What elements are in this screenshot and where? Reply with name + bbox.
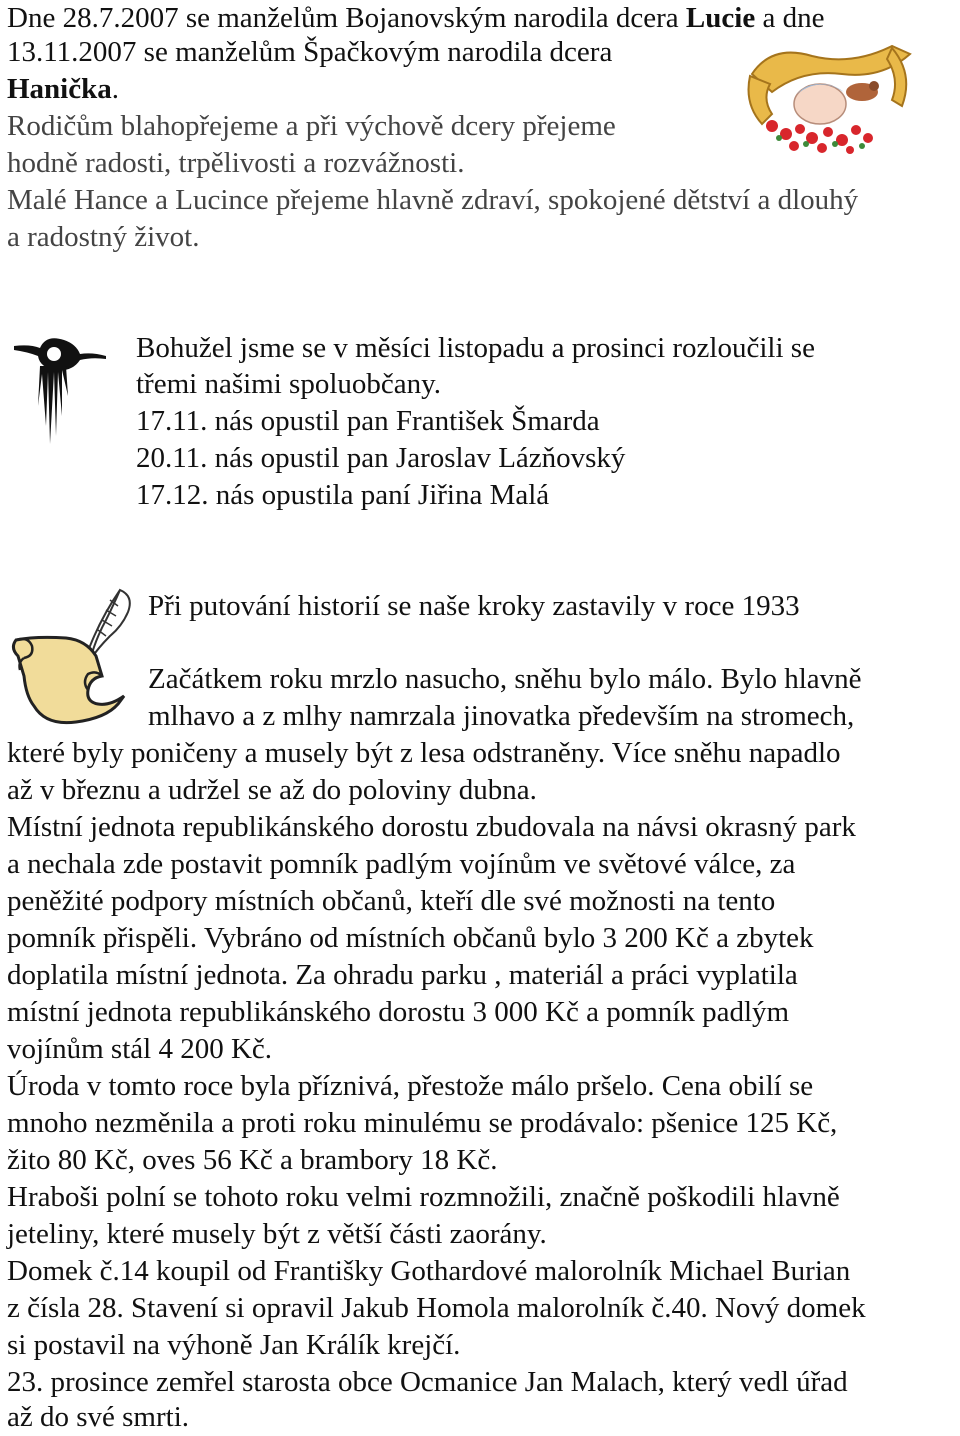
mourning-line-3: 17.11. nás opustil pan František Šmarda — [136, 405, 600, 437]
birth-line-3: Hanička. — [7, 73, 119, 105]
birth-line-5: hodně radosti, trpělivosti a rozvážnosti. — [7, 147, 465, 179]
history-line: doplatila místní jednota. Za ohradu parku , materiál a práci vyplatila — [7, 959, 798, 991]
history-line: Místní jednota republikánského dorostu zbudovala na návsi okrasný park — [7, 811, 856, 843]
history-line: pomník přispěli. Vybráno od místních občanů bylo 3 200 Kč a zbytek — [7, 922, 814, 954]
history-line: peněžité podpory místních občanů, kteří dle své možnosti na tento — [7, 885, 776, 917]
history-heading: Při putování historií se naše kroky zastavily v roce 1933 — [148, 590, 800, 622]
birth-line-2: 13.11.2007 se manželům Špačkovým narodila dcera — [7, 36, 613, 68]
mourning-line-1: Bohužel jsme se v měsíci listopadu a prosinci rozloučili se — [136, 332, 815, 364]
child-name-hanicka: Hanička — [7, 73, 112, 105]
baby-ribbon-icon — [742, 34, 917, 164]
history-line: Domek č.14 koupil od Františky Gothardové malorolník Michael Burian — [7, 1255, 851, 1287]
birth-line-4: Rodičům blahopřejeme a při výchově dcery přejeme — [7, 110, 616, 142]
history-line: místní jednota republikánského dorostu 3 000 Kč a pomník padlým — [7, 996, 790, 1028]
mourning-tree-icon — [10, 326, 108, 446]
history-line: Začátkem roku mrzlo nasucho, sněhu bylo málo. Bylo hlavně — [148, 663, 862, 695]
mourning-line-4: 20.11. nás opustil pan Jaroslav Lázňovský — [136, 442, 626, 474]
history-line: které byly poničeny a musely být z lesa odstraněny. Více sněhu napadlo — [7, 737, 841, 769]
birth-line-7: a radostný život. — [7, 221, 200, 253]
history-line: jeteliny, které musely být z větší části zaorány. — [7, 1218, 547, 1250]
history-line: si postavil na výhoně Jan Králík krejčí. — [7, 1329, 461, 1361]
birth-line-1: Dne 28.7.2007 se manželům Bojanovským narodila dcera Lucie a dne — [7, 2, 825, 34]
child-name-lucie: Lucie — [685, 2, 756, 34]
history-line: až v březnu a udržel se až do poloviny dubna. — [7, 774, 537, 806]
history-line: žito 80 Kč, oves 56 Kč a brambory 18 Kč. — [7, 1144, 498, 1176]
history-line: vojínům stál 4 200 Kč. — [7, 1033, 273, 1065]
history-line: a nechala zde postavit pomník padlým vojínům ve světové válce, za — [7, 848, 796, 880]
history-line: Úroda v tomto roce byla příznivá, přestože málo pršelo. Cena obilí se — [7, 1070, 814, 1102]
mourning-line-5: 17.12. nás opustila paní Jiřina Malá — [136, 479, 550, 511]
history-line: 23. prosince zemřel starosta obce Ocmanice Jan Malach, který vedl úřad — [7, 1366, 848, 1398]
history-line: mlhavo a z mlhy namrzala jinovatka především na stromech, — [148, 700, 855, 732]
birth-line-6: Malé Hance a Lucince přejeme hlavně zdraví, spokojené dětství a dlouhý — [7, 184, 859, 216]
history-line: Hraboši polní se tohoto roku velmi rozmnožili, značně poškodili hlavně — [7, 1181, 840, 1213]
history-line: mnoho nezměnila a proti roku minulému se prodávalo: pšenice 125 Kč, — [7, 1107, 838, 1139]
quill-scroll-icon — [6, 586, 140, 732]
mourning-line-2: třemi našimi spoluobčany. — [136, 368, 441, 400]
history-line: až do své smrti. — [7, 1401, 190, 1433]
history-line: z čísla 28. Stavení si opravil Jakub Homola malorolník č.40. Nový domek — [7, 1292, 866, 1324]
